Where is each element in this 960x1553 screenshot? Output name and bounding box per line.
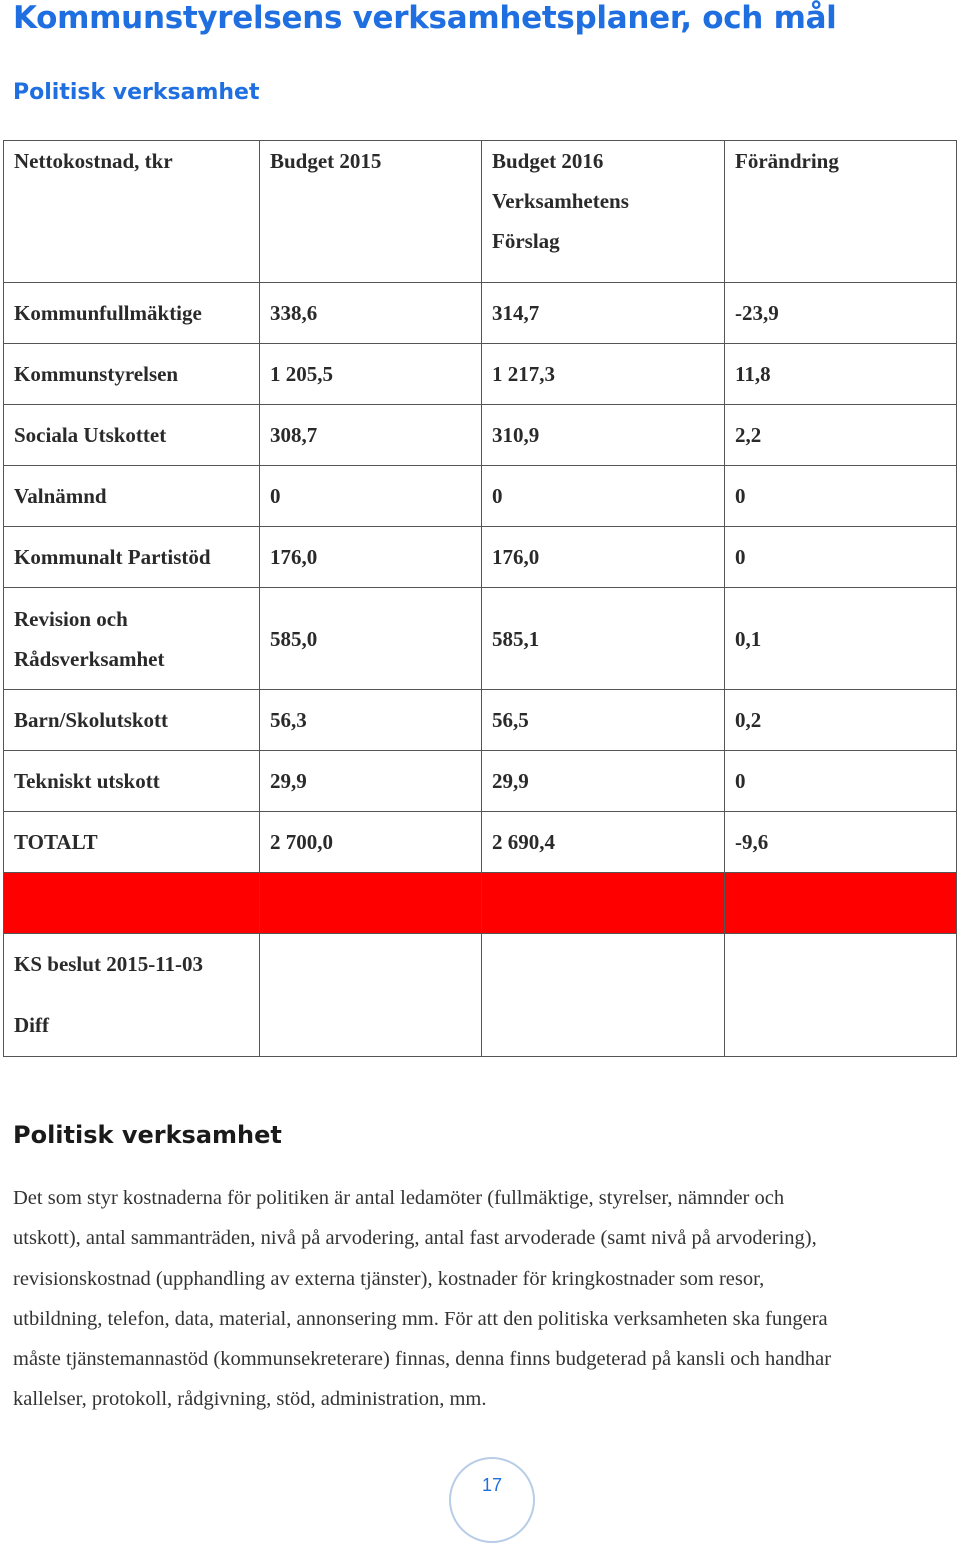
row-label (4, 527, 260, 588)
row-label-line: Valnämnd (14, 484, 107, 508)
cell-budget-2016: 1 217,3 (482, 344, 725, 405)
budget-table (3, 140, 957, 1057)
ks-decision-line: KS beslut 2015-11-03 (14, 952, 204, 976)
table-row (4, 466, 957, 527)
header-budget-2016 (482, 141, 725, 283)
cell-change: 0,1 (725, 588, 957, 690)
description-text (13, 1178, 948, 1420)
cell-budget-2016: 585,1 (482, 588, 725, 690)
table-row (4, 690, 957, 751)
table-row (4, 283, 957, 344)
cell-change: 0 (725, 466, 957, 527)
description-line: revisionskostnad (upphandling av externa tjänster), kostnader för kringkostnader som resor, (13, 1267, 765, 1290)
ks-decision-row (4, 934, 957, 1057)
cell-budget-2016: 56,5 (482, 690, 725, 751)
header-change: Förändring (725, 141, 957, 283)
header-net-cost: Nettokostnad, tkr (4, 141, 260, 283)
row-label (4, 751, 260, 812)
page-number: 17 (481, 1475, 503, 1495)
row-label (4, 812, 260, 873)
cell-change: 2,2 (725, 405, 957, 466)
row-label-line: Barn/Skolutskott (14, 708, 169, 732)
cell-budget-2016: 314,7 (482, 283, 725, 344)
table-row (4, 751, 957, 812)
ks-decision-label (4, 934, 260, 1057)
section-title: Politisk verksamhet (13, 80, 260, 105)
cell-budget-2015: 2 700,0 (260, 812, 482, 873)
cell-change: -9,6 (725, 812, 957, 873)
cell-change: 0 (725, 527, 957, 588)
description-line: utskott), antal sammanträden, nivå på arvodering, antal fast arvoderade (samt nivå på arvodering), (13, 1227, 817, 1250)
header-budget-2016-line: Budget 2016 (492, 149, 604, 173)
cell-budget-2015: 338,6 (260, 283, 482, 344)
cell-budget-2015: 0 (260, 466, 482, 527)
table-row (4, 588, 957, 690)
highlight-cell (725, 873, 957, 934)
ks-empty-cell (725, 934, 957, 1057)
row-label-line: Kommunalt Partistöd (14, 545, 211, 569)
cell-budget-2016: 2 690,4 (482, 812, 725, 873)
cell-budget-2015: 1 205,5 (260, 344, 482, 405)
table-row (4, 812, 957, 873)
table-row (4, 527, 957, 588)
cell-change: 0,2 (725, 690, 957, 751)
cell-budget-2016: 0 (482, 466, 725, 527)
row-label-line: Kommunstyrelsen (14, 362, 179, 386)
cell-budget-2015: 308,7 (260, 405, 482, 466)
page-number-badge (449, 1457, 535, 1543)
row-label-line: Revision och (14, 606, 128, 631)
cell-budget-2015: 56,3 (260, 690, 482, 751)
highlight-cell (4, 873, 260, 934)
ks-empty-cell (260, 934, 482, 1057)
cell-budget-2015: 585,0 (260, 588, 482, 690)
description-line: kallelser, protokoll, rådgivning, stöd, administration, mm. (13, 1388, 487, 1411)
row-label-line: Kommunfullmäktige (14, 301, 202, 325)
cell-budget-2016: 310,9 (482, 405, 725, 466)
cell-change: 11,8 (725, 344, 957, 405)
header-budget-2016-line: Förslag (492, 229, 560, 253)
table-row (4, 405, 957, 466)
row-label-line: Rådsverksamhet (14, 646, 165, 671)
highlight-row (4, 873, 957, 934)
description-line: måste tjänstemannastöd (kommunsekreterare) finnas, denna finns budgeterad på kansli och handhar (13, 1348, 832, 1371)
page-title: Kommunstyrelsens verksamhetsplaner, och mål (13, 0, 837, 36)
highlight-cell (260, 873, 482, 934)
description-heading: Politisk verksamhet (13, 1121, 282, 1149)
table-row (4, 344, 957, 405)
highlight-cell (482, 873, 725, 934)
cell-change: 0 (725, 751, 957, 812)
description-line: Det som styr kostnaderna för politiken är antal ledamöter (fullmäktige, styrelser, nämnder och (13, 1187, 785, 1209)
description-line: utbildning, telefon, data, material, annonsering mm. För att den politiska verksamheten ska fungera (13, 1307, 828, 1330)
cell-budget-2016: 29,9 (482, 751, 725, 812)
cell-budget-2016: 176,0 (482, 527, 725, 588)
row-label-line: Tekniskt utskott (14, 769, 160, 793)
row-label (4, 588, 260, 690)
row-label (4, 466, 260, 527)
ks-empty-cell (482, 934, 725, 1057)
row-label (4, 283, 260, 344)
row-label-line: Sociala Utskottet (14, 423, 167, 447)
cell-budget-2015: 29,9 (260, 751, 482, 812)
cell-change: -23,9 (725, 283, 957, 344)
row-label (4, 344, 260, 405)
table-header-row (4, 141, 957, 283)
header-budget-2016-line: Verksamhetens (492, 189, 629, 213)
row-label (4, 690, 260, 751)
row-label (4, 405, 260, 466)
header-budget-2015: Budget 2015 (260, 141, 482, 283)
cell-budget-2015: 176,0 (260, 527, 482, 588)
row-label-line: TOTALT (14, 830, 98, 854)
ks-decision-line: Diff (14, 1013, 49, 1037)
